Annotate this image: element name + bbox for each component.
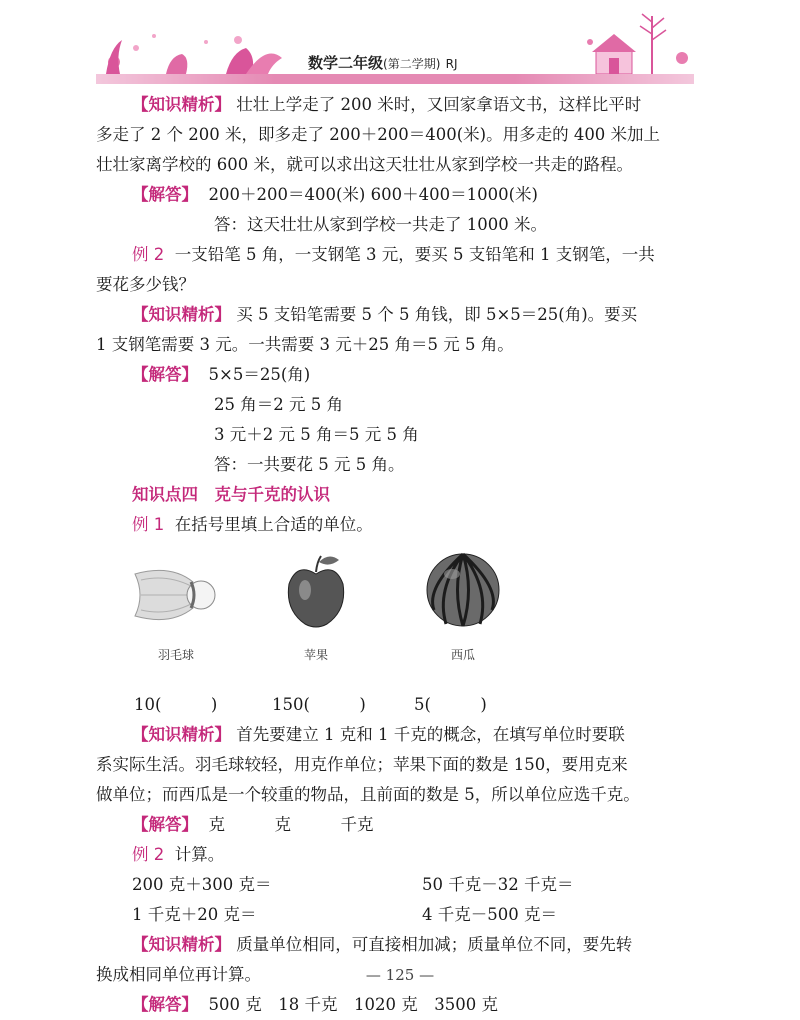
example-question <box>96 240 706 270</box>
calc-item: 1 千克＋20 克＝ <box>132 905 257 924</box>
page-number: — 125 — <box>365 966 435 984</box>
analysis-line <box>96 720 706 750</box>
answer-text: 克 克 千克 <box>208 815 374 834</box>
analysis-line: 做单位；而西瓜是一个较重的物品，且前面的数是 5，所以单位应选千克。 <box>96 785 640 804</box>
figure-label: 羽毛球 <box>157 648 194 662</box>
example-text: 一支铅笔 5 角，一支钢笔 3 元，要买 5 支铅笔和 1 支钢笔，一共 <box>174 245 655 264</box>
analysis-tag: 【知识精析】 <box>132 725 231 744</box>
analysis-line: 系实际生活。羽毛球较轻，用克作单位；苹果下面的数是 150，要用克来 <box>96 755 628 774</box>
book-subtitle: (第二学期) <box>383 57 441 71</box>
analysis-text: 买 5 支铅笔需要 5 个 5 角钱，即 5×5＝25(角)。要买 <box>236 305 638 324</box>
answer-line <box>96 810 706 840</box>
answer-text: 500 克 18 千克 1020 克 3500 克 <box>208 995 498 1014</box>
example-label: 例 1 <box>132 515 165 534</box>
header-title <box>308 52 458 73</box>
answer-line <box>96 990 706 1020</box>
answer-line: 25 角＝2 元 5 角 <box>214 395 343 414</box>
example-text: 计算。 <box>174 845 225 864</box>
analysis-line: 多走了 2 个 200 米，即多走了 200＋200＝400(米)。用多走的 400 米加上 <box>96 125 661 144</box>
watermelon-icon <box>422 548 504 630</box>
analysis-line: 1 支钢笔需要 3 元。一共需要 3 元＋25 角＝5 元 5 角。 <box>96 335 514 354</box>
calc-item: 4 千克－500 克＝ <box>422 905 557 924</box>
calc-item: 50 千克－32 千克＝ <box>422 875 574 894</box>
answer-text: 200＋200＝400(米) 600＋400＝1000(米) <box>208 185 538 204</box>
answer-line: 答：一共要花 5 元 5 角。 <box>214 455 405 474</box>
page-header <box>96 18 694 90</box>
page-content <box>96 90 706 1020</box>
calc-row <box>96 900 706 930</box>
header-bar <box>96 74 694 84</box>
answer-tag: 【解答】 <box>132 365 198 384</box>
example-label: 例 2 <box>132 245 165 264</box>
answer-tag: 【解答】 <box>132 815 198 834</box>
answer-tag: 【解答】 <box>132 995 198 1014</box>
answer-blank[interactable]: 10( ) <box>134 695 218 714</box>
analysis-tag: 【知识精析】 <box>132 95 231 114</box>
answer-tag: 【解答】 <box>132 185 198 204</box>
figure-row <box>96 540 706 690</box>
analysis-line: 壮壮家离学校的 600 米，就可以求出这天壮壮从家到学校一共走的路程。 <box>96 155 633 174</box>
blank-row <box>96 690 706 720</box>
answer-line: 3 元＋2 元 5 角＝5 元 5 角 <box>214 425 419 444</box>
figure-apple <box>276 550 356 670</box>
book-edition: RJ <box>445 57 458 71</box>
example-label: 例 2 <box>132 845 165 864</box>
example-text: 在括号里填上合适的单位。 <box>174 515 373 534</box>
example-question <box>96 510 706 540</box>
example-question <box>96 840 706 870</box>
figure-label: 西瓜 <box>450 648 475 662</box>
analysis-line: 换成相同单位再计算。 <box>96 965 261 984</box>
header-right-house-icon <box>582 12 702 74</box>
analysis-line <box>96 930 706 960</box>
analysis-tag: 【知识精析】 <box>132 305 231 324</box>
apple-icon <box>283 550 349 630</box>
figure-label: 苹果 <box>303 648 328 662</box>
analysis-text: 质量单位相同，可直接相加减；质量单位不同，要先转 <box>236 935 633 954</box>
answer-blank[interactable]: 5( ) <box>414 695 487 714</box>
analysis-text: 首先要建立 1 克和 1 千克的概念，在填写单位时要联 <box>236 725 625 744</box>
header-left-decoration-icon <box>96 18 296 78</box>
example-question: 要花多少钱？ <box>96 275 195 294</box>
calc-item: 200 克＋300 克＝ <box>132 875 272 894</box>
analysis-line <box>96 90 706 120</box>
answer-text: 5×5＝25(角) <box>208 365 311 384</box>
figure-watermelon <box>418 548 508 670</box>
answer-blank[interactable]: 150( ) <box>272 695 366 714</box>
answer-line <box>96 180 706 210</box>
shuttlecock-icon <box>131 560 221 630</box>
analysis-text: 壮壮上学走了 200 米时，又回家拿语文书，这样比平时 <box>236 95 642 114</box>
answer-line <box>96 360 706 390</box>
answer-line: 答：这天壮壮从家到学校一共走了 1000 米。 <box>214 215 547 234</box>
calc-row <box>96 870 706 900</box>
analysis-tag: 【知识精析】 <box>132 935 231 954</box>
book-title: 数学二年级 <box>308 54 384 72</box>
section-heading: 知识点四 克与千克的认识 <box>132 485 330 504</box>
figure-shuttlecock <box>126 560 226 670</box>
analysis-line <box>96 300 706 330</box>
